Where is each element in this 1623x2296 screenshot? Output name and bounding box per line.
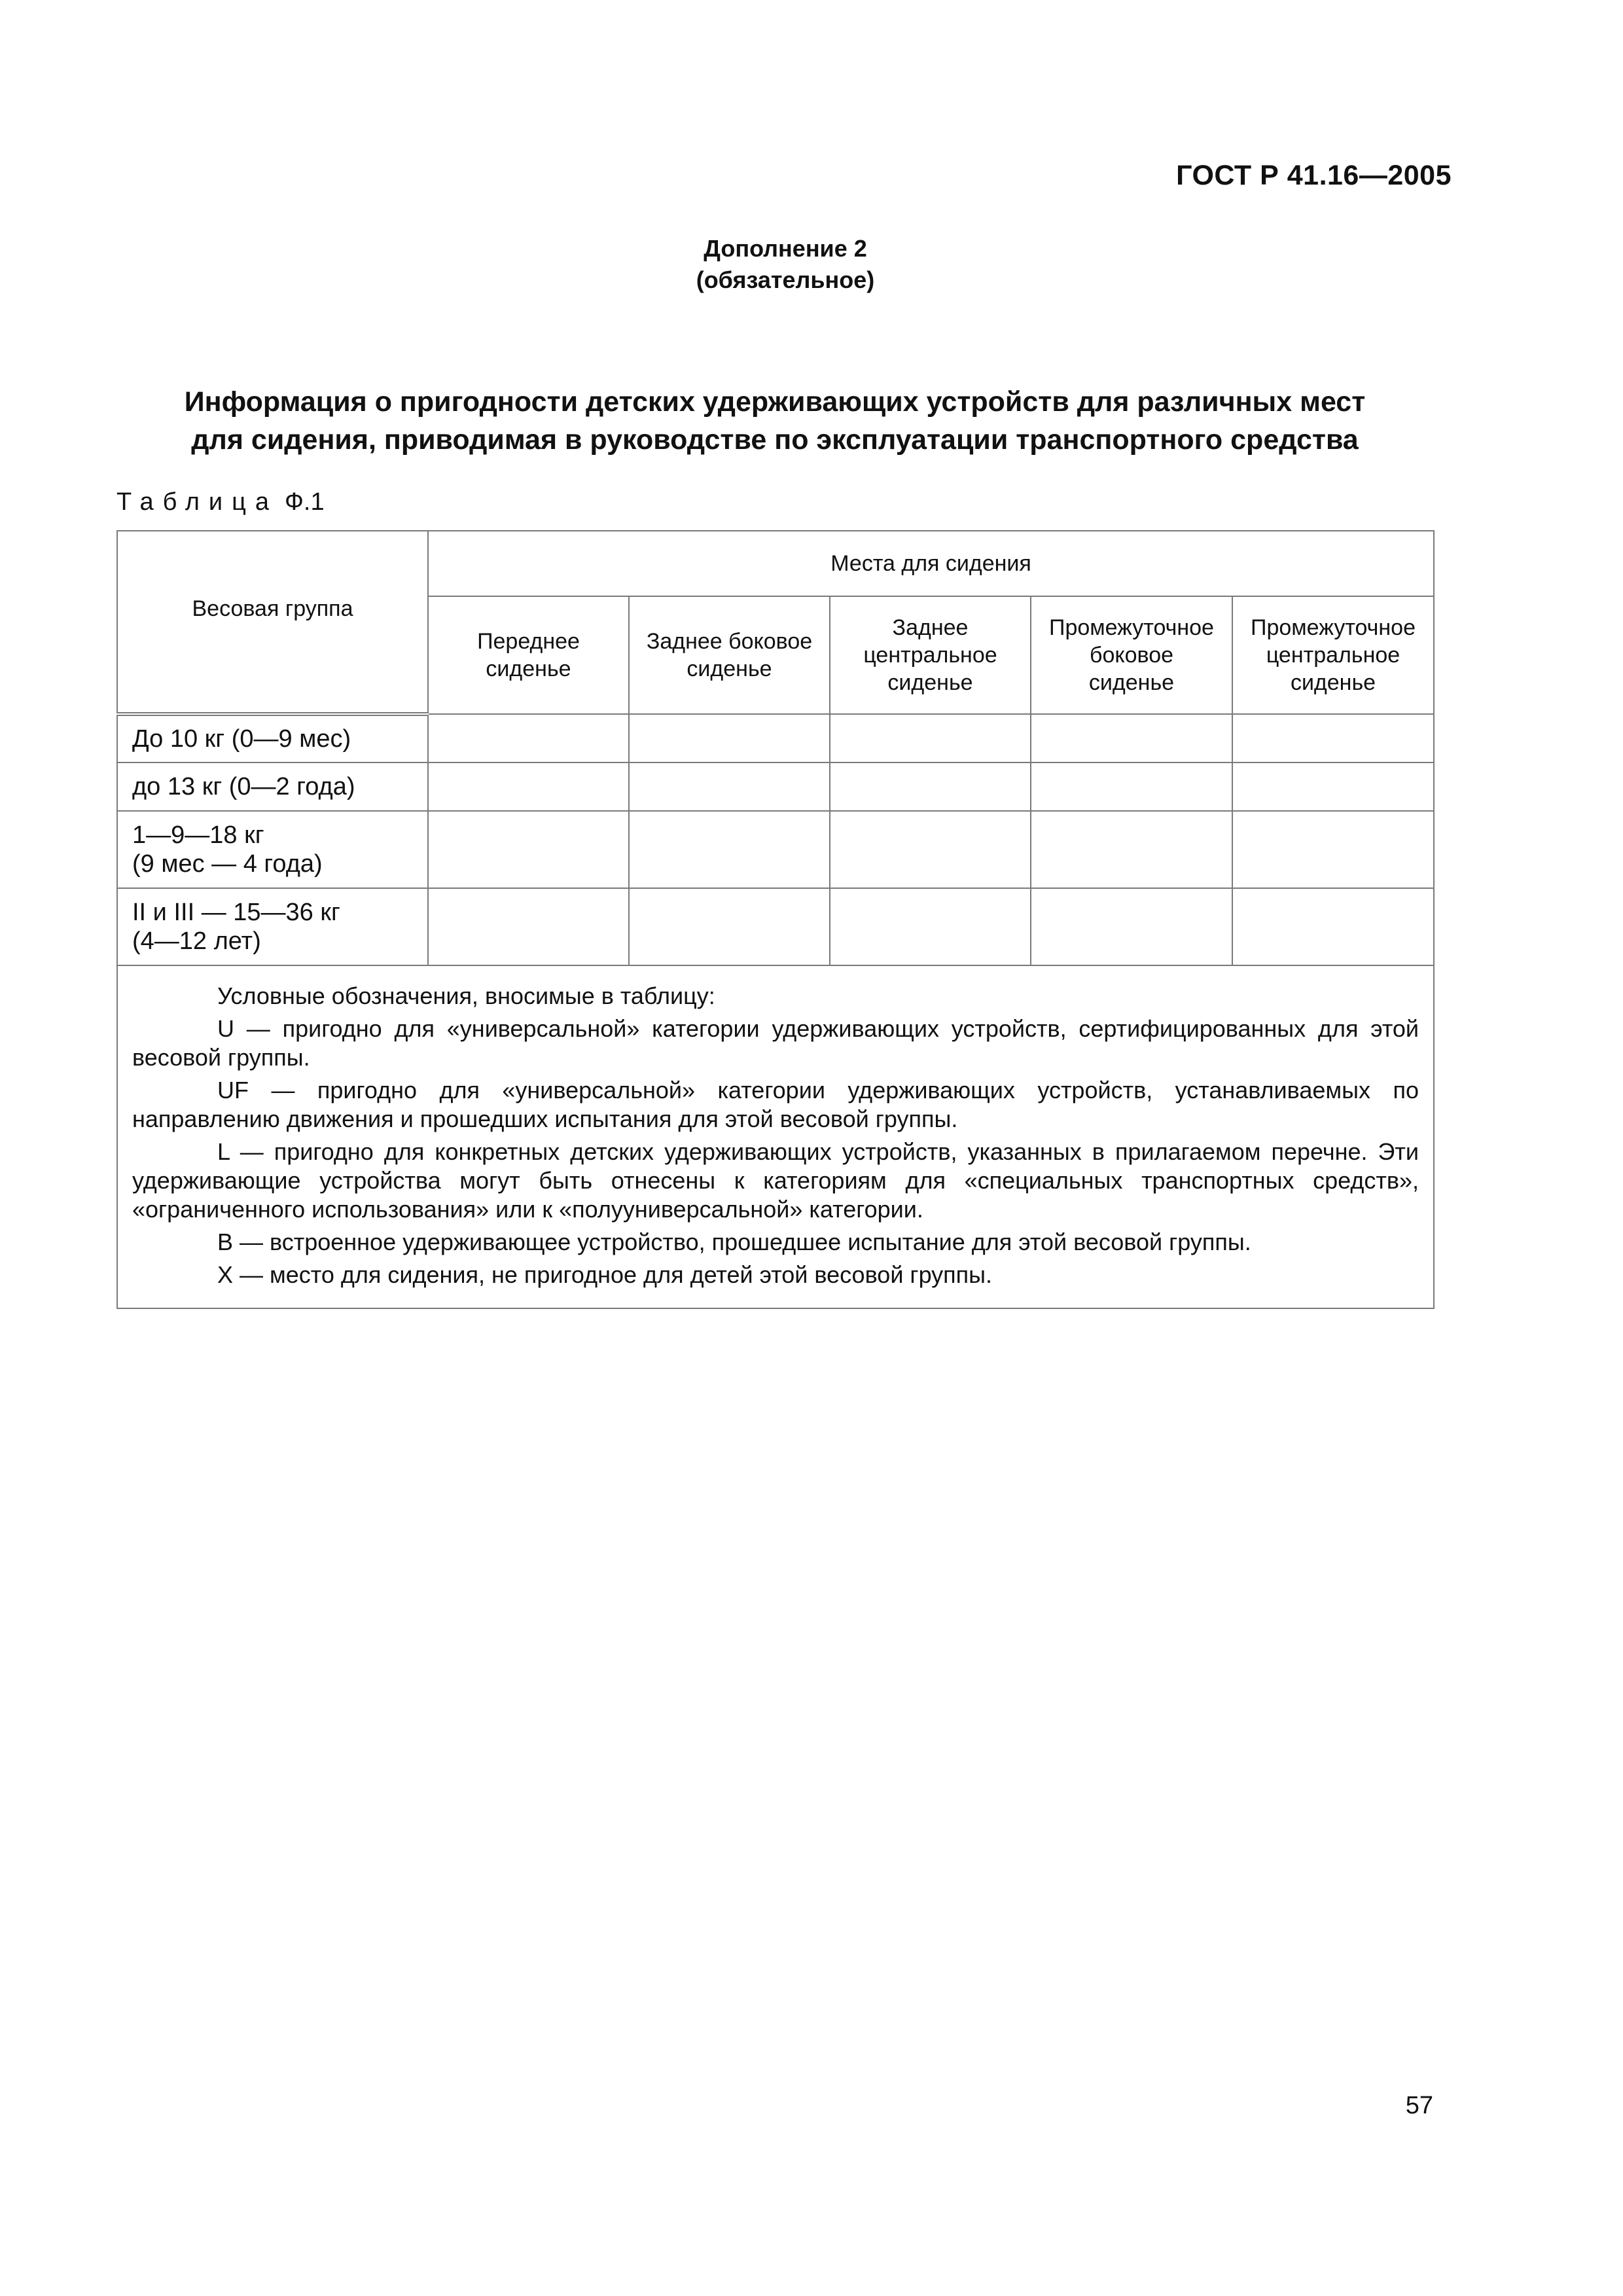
legend-intro: Условные обозначения, вносимые в таблицу: xyxy=(217,982,715,1009)
seating-suitability-table xyxy=(116,530,1435,1309)
table-cell xyxy=(1031,811,1232,888)
column-header-line: боковое xyxy=(1089,643,1174,668)
legend-item-b: B — встроенное удерживающее устройство, прошедшее испытание для этой весовой группы. xyxy=(217,1229,1251,1255)
column-header-line: Переднее xyxy=(477,629,580,654)
table-cell xyxy=(830,888,1031,965)
column-header-intermediate-side-seat xyxy=(1031,596,1232,714)
appendix-status: (обязательное) xyxy=(696,266,875,293)
table-cell xyxy=(629,714,830,762)
column-header-line: Промежуточное xyxy=(1049,615,1214,640)
column-header-line: сиденье xyxy=(486,656,571,681)
table-cell xyxy=(629,811,830,888)
legend-item-x: X — место для сидения, не пригодное для детей этой весовой группы. xyxy=(217,1261,993,1288)
column-header-line: центральное xyxy=(863,643,997,668)
column-header-intermediate-center-seat xyxy=(1232,596,1434,714)
weight-group-age: (9 мес — 4 года) xyxy=(132,850,323,878)
table-header-row-1 xyxy=(117,531,1434,596)
column-header-rear-center-seat xyxy=(830,596,1031,714)
table-cell xyxy=(1232,714,1434,762)
table-caption xyxy=(116,488,325,516)
table-cell xyxy=(1031,762,1232,811)
weight-group-cell xyxy=(117,888,428,965)
weight-group-cell xyxy=(117,811,428,888)
table-cell xyxy=(428,888,629,965)
appendix-title: Дополнение 2 xyxy=(704,235,867,262)
table-cell xyxy=(428,714,629,762)
table-cell xyxy=(1031,714,1232,762)
legend-row xyxy=(117,965,1434,1308)
table-cell xyxy=(428,811,629,888)
table-cell xyxy=(830,714,1031,762)
table-row xyxy=(117,888,1434,965)
seats-header: Места для сидения xyxy=(428,531,1434,596)
table-row xyxy=(117,811,1434,888)
table-caption-number: Ф.1 xyxy=(285,488,325,516)
page-number: 57 xyxy=(1405,2092,1433,2119)
table-row xyxy=(117,714,1434,762)
table-cell xyxy=(1232,888,1434,965)
document-title-line-1: Информация о пригодности детских удерживающих устройств для различных мест xyxy=(184,386,1366,418)
table-cell xyxy=(629,762,830,811)
column-header-front-seat xyxy=(428,596,629,714)
weight-group-label: до 13 кг (0—2 года) xyxy=(132,773,355,800)
weight-group-cell xyxy=(117,762,428,811)
table-row xyxy=(117,762,1434,811)
column-header-rear-side-seat xyxy=(629,596,830,714)
weight-group-label: II и III — 15—36 кг xyxy=(132,899,340,926)
column-header-line: Заднее xyxy=(892,615,969,640)
table-cell xyxy=(428,762,629,811)
table-cell xyxy=(1232,762,1434,811)
table-cell xyxy=(1232,811,1434,888)
document-title-line-2: для сидения, приводимая в руководстве по эксплуатации транспортного средства xyxy=(191,424,1359,456)
column-header-line: Промежуточное xyxy=(1251,615,1416,640)
document-title xyxy=(116,383,1433,459)
column-header-line: сиденье xyxy=(887,670,973,695)
appendix-heading xyxy=(0,233,1571,296)
table-cell xyxy=(830,762,1031,811)
table-cell xyxy=(629,888,830,965)
table-cell xyxy=(1031,888,1232,965)
column-header-line: сиденье xyxy=(687,656,772,681)
legend-item-u: U — пригодно для «универсальной» категории удерживающих устройств, сертифицированных для этой весовой группы. xyxy=(132,1015,1419,1071)
weight-group-cell xyxy=(117,714,428,762)
column-header-line: сиденье xyxy=(1290,670,1376,695)
column-header-line: сиденье xyxy=(1088,670,1175,695)
column-header-line: центральное xyxy=(1266,643,1400,668)
weight-group-header: Весовая группа xyxy=(117,531,428,714)
standard-code: ГОСТ Р 41.16—2005 xyxy=(1176,160,1452,191)
legend-item-l: L — пригодно для конкретных детских удерживающих устройств, указанных в прилагаемом перечне. Эти удерживающие устройства могут быть отнесены к категориям для «специальных транспортных средств», «ограниченного использования» или к «полууниверсальной» категории. xyxy=(132,1138,1419,1223)
table-caption-word: Таблица xyxy=(116,488,278,516)
column-header-line: Заднее боковое xyxy=(646,629,813,654)
weight-group-label: 1—9—18 кг xyxy=(132,821,264,849)
weight-group-age: (4—12 лет) xyxy=(132,927,261,955)
table-cell xyxy=(830,811,1031,888)
legend-cell xyxy=(117,965,1434,1308)
legend-item-uf: UF — пригодно для «универсальной» категории удерживающих устройств, устанавливаемых по направлению движения и прошедших испытания для этой весовой группы. xyxy=(132,1077,1419,1132)
weight-group-label: До 10 кг (0—9 мес) xyxy=(132,725,351,753)
